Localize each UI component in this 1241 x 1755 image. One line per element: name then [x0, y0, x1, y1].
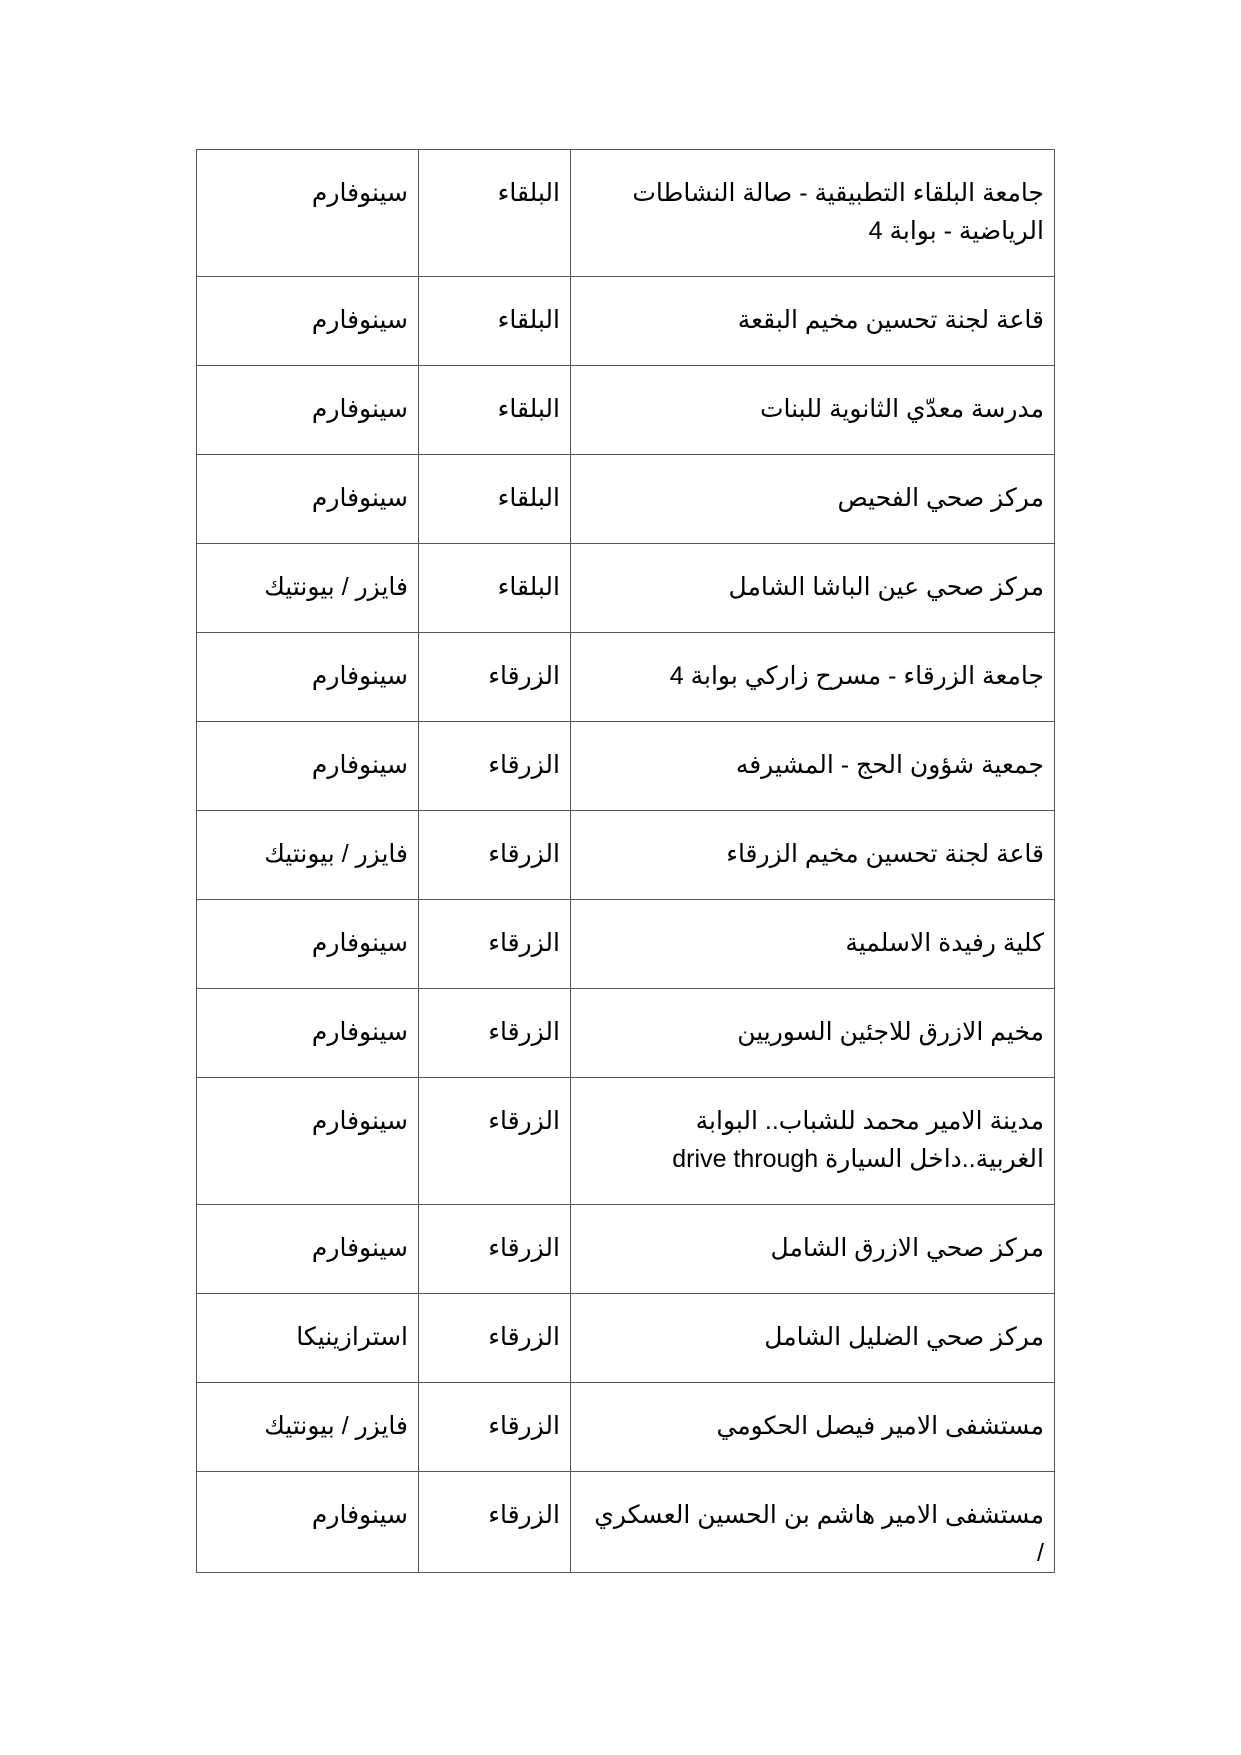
site-name-cell: مدينة الامير محمد للشباب.. البوابة الغربية..داخل السيارة drive through — [571, 1078, 1055, 1205]
table-row — [197, 811, 1055, 900]
table-row — [197, 150, 1055, 277]
governorate-cell: الزرقاء — [419, 1383, 571, 1472]
vaccine-type-cell: سينوفارم — [197, 722, 419, 811]
vaccine-type-cell: فايزر / بيونتيك — [197, 811, 419, 900]
vaccine-type-cell: سينوفارم — [197, 1205, 419, 1294]
vaccine-type-cell: سينوفارم — [197, 366, 419, 455]
site-name-cell: قاعة لجنة تحسين مخيم البقعة — [571, 277, 1055, 366]
site-name-cell: مركز صحي الضليل الشامل — [571, 1294, 1055, 1383]
governorate-cell: الزرقاء — [419, 1078, 571, 1205]
table-row — [197, 366, 1055, 455]
vaccine-type-cell: سينوفارم — [197, 1472, 419, 1573]
table-row — [197, 455, 1055, 544]
site-name-cell: مدرسة معدّي الثانوية للبنات — [571, 366, 1055, 455]
vaccine-type-cell: فايزر / بيونتيك — [197, 544, 419, 633]
table-row — [197, 989, 1055, 1078]
site-name-cell: مستشفى الامير هاشم بن الحسين العسكري / — [571, 1472, 1055, 1573]
governorate-cell: البلقاء — [419, 455, 571, 544]
site-name-cell: جامعة الزرقاء - مسرح زاركي بوابة 4 — [571, 633, 1055, 722]
vaccine-type-cell: فايزر / بيونتيك — [197, 1383, 419, 1472]
governorate-cell: البلقاء — [419, 366, 571, 455]
governorate-cell: الزرقاء — [419, 1472, 571, 1573]
table-row — [197, 1078, 1055, 1205]
governorate-cell: الزرقاء — [419, 1205, 571, 1294]
governorate-cell: الزرقاء — [419, 900, 571, 989]
vaccine-type-cell: سينوفارم — [197, 150, 419, 277]
governorate-cell: الزرقاء — [419, 722, 571, 811]
table-row — [197, 1383, 1055, 1472]
vaccine-type-cell: استرازينيكا — [197, 1294, 419, 1383]
site-name-cell: جمعية شؤون الحج - المشيرفه — [571, 722, 1055, 811]
governorate-cell: الزرقاء — [419, 633, 571, 722]
table-row — [197, 544, 1055, 633]
site-name-cell: قاعة لجنة تحسين مخيم الزرقاء — [571, 811, 1055, 900]
table-row — [197, 1294, 1055, 1383]
site-name-cell: كلية رفيدة الاسلمية — [571, 900, 1055, 989]
vaccine-type-cell: سينوفارم — [197, 633, 419, 722]
governorate-cell: الزرقاء — [419, 811, 571, 900]
table-row — [197, 633, 1055, 722]
governorate-cell: الزرقاء — [419, 989, 571, 1078]
site-name-cell: مركز صحي الفحيص — [571, 455, 1055, 544]
site-name-cell: مركز صحي عين الباشا الشامل — [571, 544, 1055, 633]
table-row — [197, 1472, 1055, 1573]
table-row — [197, 1205, 1055, 1294]
site-name-cell: مخيم الازرق للاجئين السوريين — [571, 989, 1055, 1078]
governorate-cell: البلقاء — [419, 150, 571, 277]
vaccination-sites-table — [196, 149, 1055, 1573]
vaccine-type-cell: سينوفارم — [197, 455, 419, 544]
governorate-cell: البلقاء — [419, 544, 571, 633]
table-row — [197, 277, 1055, 366]
site-name-cell: مركز صحي الازرق الشامل — [571, 1205, 1055, 1294]
table-row — [197, 900, 1055, 989]
vaccine-type-cell: سينوفارم — [197, 1078, 419, 1205]
governorate-cell: الزرقاء — [419, 1294, 571, 1383]
vaccine-type-cell: سينوفارم — [197, 900, 419, 989]
table-row — [197, 722, 1055, 811]
vaccine-type-cell: سينوفارم — [197, 277, 419, 366]
governorate-cell: البلقاء — [419, 277, 571, 366]
vaccine-type-cell: سينوفارم — [197, 989, 419, 1078]
site-name-cell: جامعة البلقاء التطبيقية - صالة النشاطات الرياضية - بوابة 4 — [571, 150, 1055, 277]
site-name-cell: مستشفى الامير فيصل الحكومي — [571, 1383, 1055, 1472]
